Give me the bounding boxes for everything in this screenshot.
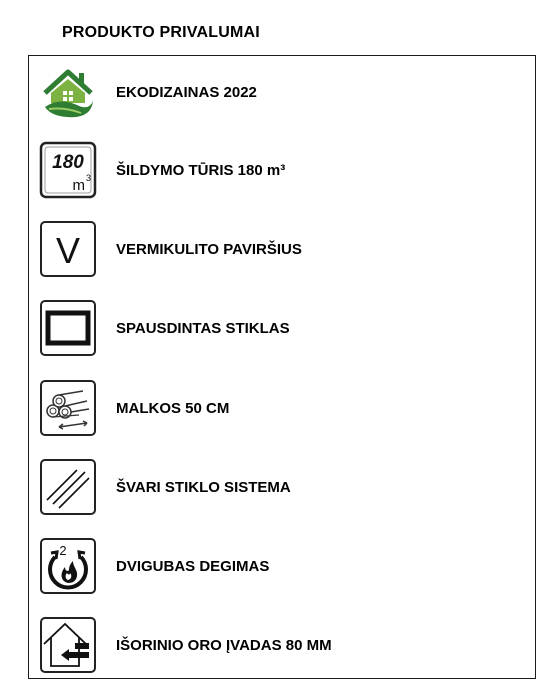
heating-volume-value: 180 xyxy=(52,152,84,173)
feature-item-double-burn xyxy=(39,536,519,596)
clean-glass-icon xyxy=(39,458,97,516)
feature-label: VERMIKULITO PAVIRŠIUS xyxy=(116,240,302,258)
features-panel xyxy=(28,55,536,679)
double-burn-icon xyxy=(39,537,97,595)
svg-text:3: 3 xyxy=(86,173,92,183)
feature-item-firewood xyxy=(39,378,519,438)
feature-label: DVIGUBAS DEGIMAS xyxy=(116,557,270,575)
vermiculite-icon xyxy=(39,220,97,278)
feature-item-heating-volume xyxy=(39,140,519,200)
double-burn-glyph: 2 xyxy=(59,543,67,558)
feature-label: ŠVARI STIKLO SISTEMA xyxy=(116,478,291,496)
feature-label: SPAUSDINTAS STIKLAS xyxy=(116,319,290,337)
feature-item-external-air xyxy=(39,615,519,675)
feature-item-clean-glass xyxy=(39,457,519,517)
feature-item-printed-glass xyxy=(39,298,519,358)
page-title: PRODUKTO PRIVALUMAI xyxy=(62,24,260,41)
feature-item-ecodesign xyxy=(39,62,519,122)
external-air-icon xyxy=(39,616,97,674)
feature-label: MALKOS 50 CM xyxy=(116,399,230,417)
feature-label: EKODIZAINAS 2022 xyxy=(116,83,257,101)
feature-label: ŠILDYMO TŪRIS 180 m³ xyxy=(116,161,286,179)
feature-item-vermiculite xyxy=(39,219,519,279)
eco-house-icon xyxy=(39,63,97,121)
svg-text:m: m xyxy=(72,177,85,194)
vermiculite-glyph: V xyxy=(55,230,81,271)
printed-glass-icon xyxy=(39,299,97,357)
heating-volume-icon xyxy=(39,141,97,199)
firewood-icon xyxy=(39,379,97,437)
feature-label: IŠORINIO ORO ĮVADAS 80 MM xyxy=(116,636,332,654)
